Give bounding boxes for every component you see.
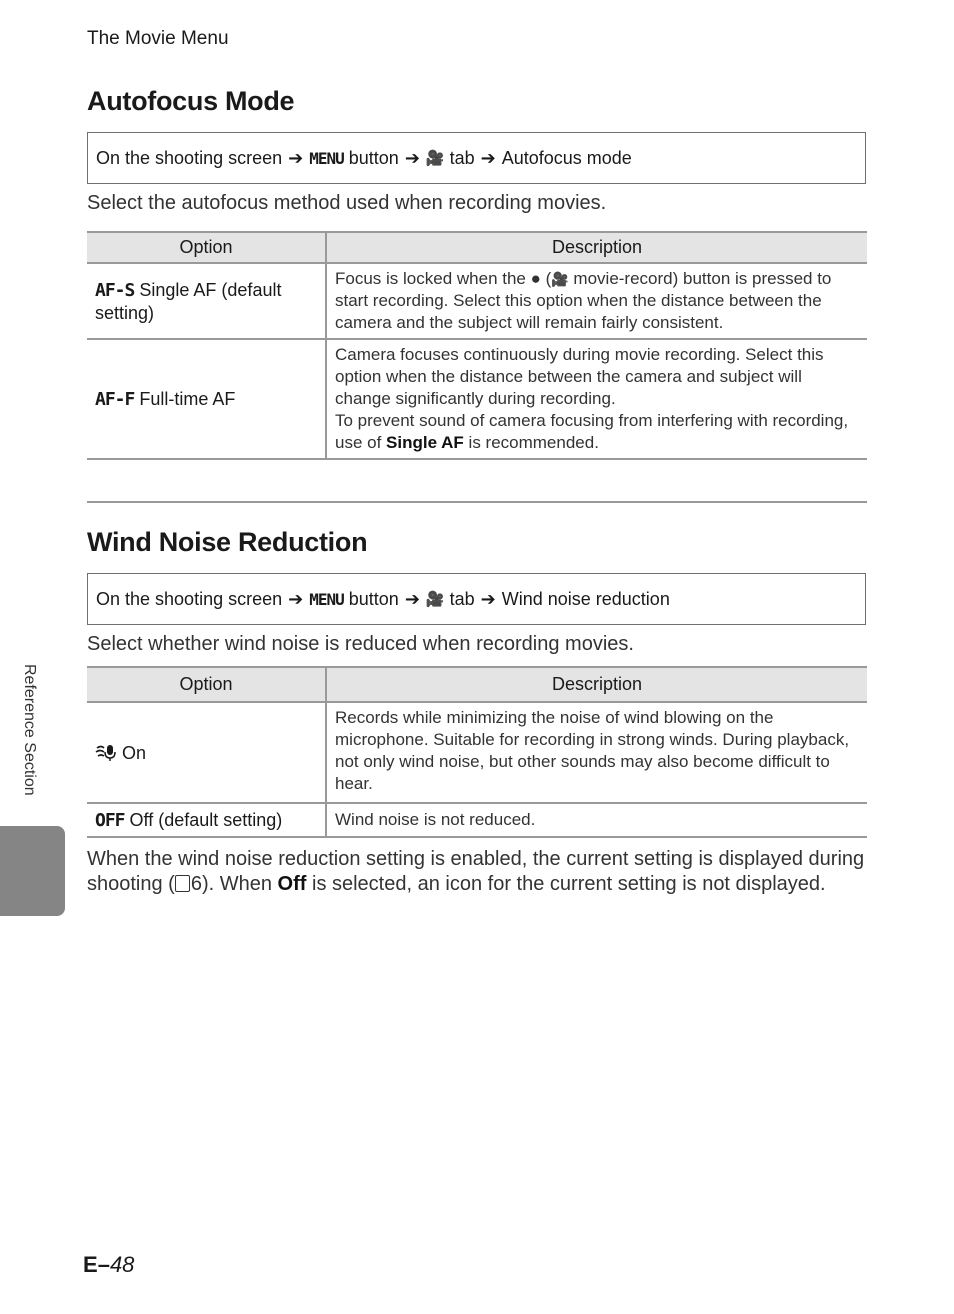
description-text-part: To prevent sound of camera focusing from interfering with recording, use of (335, 411, 849, 452)
table-row (87, 803, 867, 837)
wind-noise-icon (95, 742, 117, 762)
wind-note (87, 847, 867, 897)
description-text: Camera focuses continuously during movie recording. Select this option when the distance between the camera and subject will change significantly during recording. (335, 345, 824, 408)
description-cell (326, 263, 867, 339)
book-reference-icon (175, 875, 190, 892)
arrow-right-icon: ➔ (288, 588, 304, 609)
section-tab-marker (0, 826, 65, 916)
section-divider (87, 501, 867, 503)
page-number-value: 48 (109, 1252, 135, 1277)
description-text-part: is recommended. (463, 433, 599, 452)
arrow-right-icon: ➔ (404, 147, 420, 168)
route-target: Wind noise reduction (501, 588, 670, 609)
table-row (87, 702, 867, 803)
route-tab-word: tab (449, 588, 475, 609)
movie-tab-icon: 🎥 (425, 150, 445, 167)
wind-options-table (87, 666, 867, 838)
arrow-right-icon: ➔ (480, 147, 496, 168)
page-reference[interactable]: 6 (190, 873, 202, 895)
description-text: Focus is locked when the ● ( (335, 269, 552, 288)
route-tab-word: tab (449, 147, 475, 168)
option-label: Single AF (default setting) (95, 279, 282, 323)
description-text: movie-record) button is pressed to start recording. Select this option when the distance between the camera and the subject will remain fairly consistent. (335, 269, 832, 332)
column-header-description: Description (326, 232, 867, 263)
description-cell: Wind noise is not reduced. (326, 803, 867, 837)
route-prefix: On the shooting screen (96, 588, 283, 609)
reference-section-icon: E (83, 1252, 98, 1277)
page-number: E–48 (83, 1252, 135, 1277)
option-label: On (122, 742, 147, 763)
movie-record-icon: 🎥 (551, 271, 569, 287)
description-cell: Records while minimizing the noise of wind blowing on the microphone. Suitable for recording in strong winds. During playback, not only wind noise, but other sounds may also become difficult to hear. (326, 702, 867, 803)
note-text: ). When (201, 873, 278, 895)
option-label: Full-time AF (139, 388, 236, 409)
af-f-icon: AF-F (95, 388, 135, 410)
column-header-option: Option (87, 232, 326, 263)
af-s-icon: AF-S (95, 279, 135, 301)
off-icon: OFF (95, 809, 125, 831)
route-target: Autofocus mode (501, 147, 632, 168)
arrow-right-icon: ➔ (288, 147, 304, 168)
autofocus-section-title: Autofocus Mode (87, 86, 295, 116)
wind-menu-route (87, 573, 866, 625)
description-bold: Single AF (386, 433, 464, 452)
arrow-right-icon: ➔ (404, 588, 420, 609)
wind-section-title: Wind Noise Reduction (87, 527, 368, 557)
menu-button-icon: MENU (309, 148, 344, 168)
column-header-option: Option (87, 667, 326, 702)
autofocus-menu-route (87, 132, 866, 184)
running-header: The Movie Menu (87, 28, 229, 49)
note-text: When the wind noise reduction setting is enabled, the current setting is displayed during shooting ( (87, 848, 865, 895)
table-header-row (87, 232, 867, 263)
table-header-row (87, 667, 867, 702)
option-cell (87, 702, 326, 803)
autofocus-options-table (87, 231, 867, 460)
option-label: Off (default setting) (129, 809, 283, 830)
table-row (87, 263, 867, 339)
route-prefix: On the shooting screen (96, 147, 283, 168)
column-header-description: Description (326, 667, 867, 702)
description-cell (326, 339, 867, 459)
arrow-right-icon: ➔ (480, 588, 496, 609)
route-button-word: button (348, 147, 399, 168)
option-cell (87, 339, 326, 459)
route-button-word: button (348, 588, 399, 609)
side-tab-label: Reference Section (21, 664, 38, 796)
option-cell (87, 803, 326, 837)
description-text (335, 410, 859, 454)
note-text: is selected, an icon for the current setting is not displayed. (306, 873, 826, 895)
table-row (87, 339, 867, 459)
menu-button-icon: MENU (309, 589, 344, 609)
autofocus-intro: Select the autofocus method used when recording movies. (87, 192, 607, 214)
wind-intro: Select whether wind noise is reduced when recording movies. (87, 633, 634, 655)
note-bold: Off (277, 873, 307, 895)
option-cell (87, 263, 326, 339)
movie-tab-icon: 🎥 (425, 591, 445, 608)
